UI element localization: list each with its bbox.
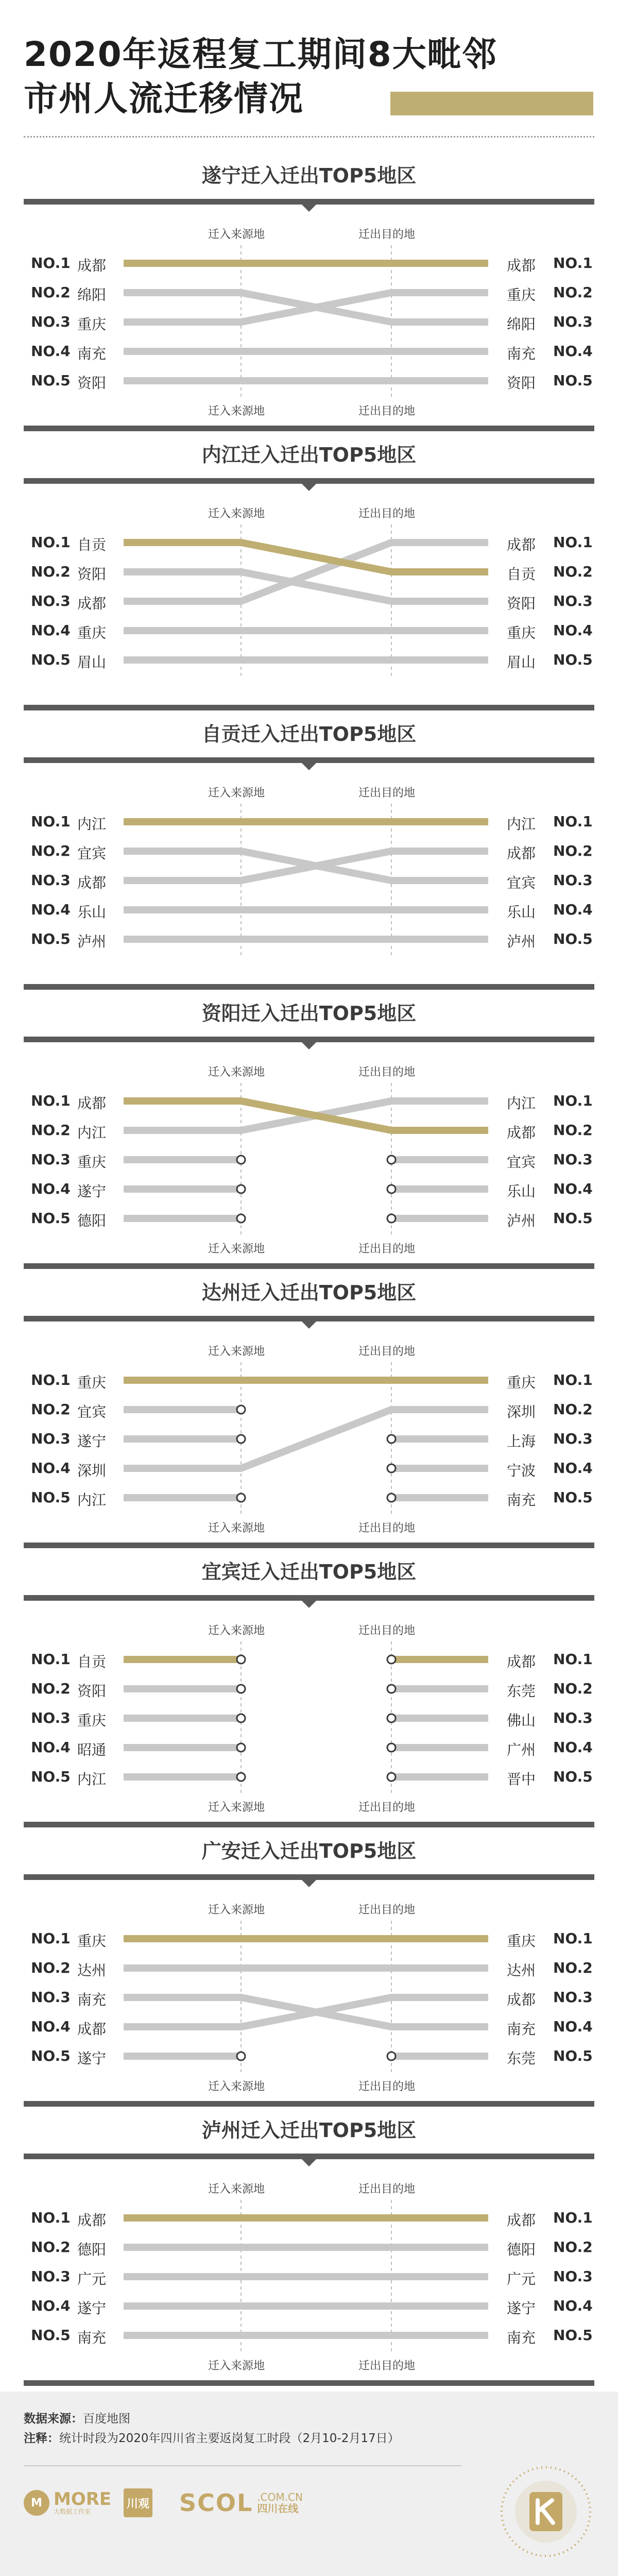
section-title: 内江迁入迁出TOP5地区 xyxy=(201,444,417,466)
in-source-header: 迁入来源地 xyxy=(208,1066,265,1079)
note xyxy=(24,2429,400,2446)
in-rank-label: NO.2 xyxy=(31,842,71,859)
in-rank-label: NO.3 xyxy=(31,1430,71,1447)
in-city-label: 遂宁 xyxy=(77,1183,107,1200)
source-label: 数据来源： xyxy=(24,2412,83,2426)
in-rank-label: NO.1 xyxy=(31,813,71,830)
flow-line xyxy=(124,1101,488,1130)
in-city-label: 重庆 xyxy=(77,1933,107,1950)
out-rank-label: NO.5 xyxy=(553,1768,593,1785)
flow-line xyxy=(124,1997,488,2027)
in-city-label: 成都 xyxy=(77,595,107,612)
section-title: 泸州迁入迁出TOP5地区 xyxy=(201,2119,417,2142)
in-city-label: 资阳 xyxy=(77,375,107,392)
out-destination-header: 迁出目的地 xyxy=(358,507,416,520)
out-rank-label: NO.2 xyxy=(553,1401,593,1418)
out-destination-header: 迁出目的地 xyxy=(358,1345,416,1358)
section-title: 资阳迁入迁出TOP5地区 xyxy=(201,1002,417,1025)
out-rank-label: NO.4 xyxy=(553,1739,593,1756)
out-city-label: 成都 xyxy=(507,536,536,553)
out-city-label: 晋中 xyxy=(507,1771,536,1788)
in-city-label: 南充 xyxy=(77,1991,107,2008)
section-footer-rule xyxy=(24,705,594,710)
in-city-label: 重庆 xyxy=(77,1712,107,1729)
scol-logo-text: SCOL xyxy=(179,2489,253,2517)
in-source-header: 迁入来源地 xyxy=(208,787,265,800)
out-city-label: 南充 xyxy=(507,2329,536,2346)
in-rank-label: NO.3 xyxy=(31,1151,71,1168)
out-rank-label: NO.2 xyxy=(553,1122,593,1139)
migration-section xyxy=(0,1838,618,2106)
out-city-label: 遂宁 xyxy=(507,2300,536,2317)
in-rank-label: NO.3 xyxy=(31,1989,71,2006)
in-rank-label: NO.3 xyxy=(31,2268,71,2285)
in-city-label: 泸州 xyxy=(77,933,107,950)
in-city-label: 自贡 xyxy=(77,536,107,553)
out-rank-label: NO.5 xyxy=(553,1210,593,1227)
out-city-label: 眉山 xyxy=(507,654,536,671)
flow-end-dot xyxy=(237,1494,245,1502)
more-logo xyxy=(24,2488,111,2517)
scol-logo xyxy=(179,2488,303,2517)
flow-end-dot xyxy=(387,1773,396,1781)
in-city-label: 重庆 xyxy=(77,624,107,641)
title-divider xyxy=(24,136,594,138)
out-destination-header: 迁出目的地 xyxy=(358,787,416,800)
out-rank-label: NO.5 xyxy=(553,1489,593,1506)
migration-section xyxy=(0,163,618,431)
in-rank-label: NO.5 xyxy=(31,930,71,947)
out-rank-label: NO.4 xyxy=(553,2297,593,2314)
out-city-label: 达州 xyxy=(507,1962,536,1979)
section-title: 广安迁入迁出TOP5地区 xyxy=(201,1840,417,1862)
out-rank-label: NO.5 xyxy=(553,2047,593,2064)
out-city-label: 成都 xyxy=(507,2212,536,2229)
out-rank-label: NO.1 xyxy=(553,1930,593,1947)
migration-section xyxy=(0,1559,618,1827)
flow-end-dot xyxy=(237,1773,245,1781)
flow-line xyxy=(124,543,488,572)
flow-end-dot xyxy=(387,1435,396,1443)
in-city-label: 昭通 xyxy=(77,1741,107,1758)
in-city-label: 绵阳 xyxy=(77,286,107,303)
out-rank-label: NO.2 xyxy=(553,842,593,859)
flow-end-dot xyxy=(237,1655,245,1664)
out-rank-label: NO.1 xyxy=(553,1092,593,1109)
more-logo-subtitle: 大数据工作室 xyxy=(54,2508,91,2515)
in-city-label: 乐山 xyxy=(77,904,107,921)
out-destination-header: 迁出目的地 xyxy=(358,2183,416,2196)
in-city-label: 成都 xyxy=(77,257,107,274)
in-rank-label: NO.1 xyxy=(31,534,71,551)
decorative-badge-icon xyxy=(494,2460,597,2563)
out-city-label: 德阳 xyxy=(507,2241,536,2258)
flow-line xyxy=(124,851,488,880)
section-title: 达州迁入迁出TOP5地区 xyxy=(201,1281,417,1304)
out-rank-label: NO.3 xyxy=(553,2268,593,2285)
flow-end-dot xyxy=(237,1405,245,1414)
note-label: 注释： xyxy=(24,2432,59,2445)
out-city-label: 佛山 xyxy=(507,1712,536,1729)
in-city-label: 成都 xyxy=(77,2021,107,2038)
out-rank-label: NO.4 xyxy=(553,1180,593,1197)
in-rank-label: NO.2 xyxy=(31,1122,71,1139)
section-footer-rule xyxy=(24,1543,594,1548)
in-city-label: 宜宾 xyxy=(77,1403,107,1420)
in-city-label: 成都 xyxy=(77,2212,107,2229)
flow-end-dot xyxy=(387,1655,396,1664)
out-city-label: 成都 xyxy=(507,1991,536,2008)
in-city-label: 南充 xyxy=(77,2329,107,2346)
in-rank-label: NO.3 xyxy=(31,1709,71,1726)
out-rank-label: NO.5 xyxy=(553,2327,593,2344)
in-source-footer-header: 迁入来源地 xyxy=(208,2080,265,2093)
out-rank-label: NO.1 xyxy=(553,1371,593,1388)
in-rank-label: NO.1 xyxy=(31,255,71,272)
in-rank-label: NO.2 xyxy=(31,563,71,580)
out-city-label: 宜宾 xyxy=(507,874,536,891)
in-rank-label: NO.5 xyxy=(31,2327,71,2344)
in-source-header: 迁入来源地 xyxy=(208,1345,265,1358)
in-source-footer-header: 迁入来源地 xyxy=(208,405,265,418)
section-footer-rule xyxy=(24,1822,594,1827)
in-rank-label: NO.5 xyxy=(31,2047,71,2064)
more-logo-icon: M xyxy=(24,2490,49,2516)
flow-end-dot xyxy=(387,1714,396,1722)
out-destination-footer-header: 迁出目的地 xyxy=(358,2080,416,2093)
in-city-label: 遂宁 xyxy=(77,1433,107,1450)
in-rank-label: NO.3 xyxy=(31,313,71,330)
title-accent-bar xyxy=(390,92,593,115)
out-destination-header: 迁出目的地 xyxy=(358,1066,416,1079)
out-rank-label: NO.5 xyxy=(553,651,593,668)
out-city-label: 广元 xyxy=(507,2270,536,2287)
migration-section xyxy=(0,2117,618,2385)
out-rank-label: NO.3 xyxy=(553,1709,593,1726)
in-rank-label: NO.4 xyxy=(31,2018,71,2035)
out-city-label: 广州 xyxy=(507,1741,536,1758)
in-rank-label: NO.5 xyxy=(31,372,71,389)
out-destination-header: 迁出目的地 xyxy=(358,228,416,241)
scol-logo-domain: .COM.CN xyxy=(257,2491,303,2503)
in-city-label: 重庆 xyxy=(77,1374,107,1391)
section-footer-rule xyxy=(24,1263,594,1269)
in-city-label: 德阳 xyxy=(77,1212,107,1229)
out-city-label: 上海 xyxy=(507,1433,536,1450)
out-city-label: 资阳 xyxy=(507,375,536,392)
out-rank-label: NO.2 xyxy=(553,2239,593,2256)
out-rank-label: NO.5 xyxy=(553,372,593,389)
out-rank-label: NO.5 xyxy=(553,930,593,947)
in-city-label: 内江 xyxy=(77,1124,107,1141)
flow-end-dot xyxy=(237,2052,245,2060)
flow-end-dot xyxy=(387,1494,396,1502)
flow-end-dot xyxy=(387,2052,396,2060)
in-source-header: 迁入来源地 xyxy=(208,1904,265,1917)
out-rank-label: NO.4 xyxy=(553,901,593,918)
in-city-label: 资阳 xyxy=(77,1683,107,1700)
page-title-line2: 市州人流迁移情况 xyxy=(24,79,304,118)
in-city-label: 达州 xyxy=(77,1962,107,1979)
flow-end-dot xyxy=(237,1743,245,1752)
out-rank-label: NO.3 xyxy=(553,872,593,889)
out-rank-label: NO.2 xyxy=(553,1959,593,1976)
section-footer-rule xyxy=(24,2380,594,2386)
more-logo-text: MORE xyxy=(54,2489,112,2510)
in-rank-label: NO.4 xyxy=(31,901,71,918)
in-source-footer-header: 迁入来源地 xyxy=(208,1522,265,1535)
out-city-label: 内江 xyxy=(507,1095,536,1112)
out-city-label: 成都 xyxy=(507,1124,536,1141)
in-rank-label: NO.1 xyxy=(31,2209,71,2226)
flow-end-dot xyxy=(387,1214,396,1223)
in-city-label: 内江 xyxy=(77,1492,107,1509)
in-city-label: 遂宁 xyxy=(77,2300,107,2317)
in-city-label: 内江 xyxy=(77,816,107,833)
in-rank-label: NO.3 xyxy=(31,592,71,609)
out-city-label: 成都 xyxy=(507,1653,536,1670)
in-city-label: 重庆 xyxy=(77,1154,107,1171)
in-rank-label: NO.2 xyxy=(31,1680,71,1697)
out-city-label: 南充 xyxy=(507,345,536,362)
migration-section xyxy=(0,442,618,710)
in-city-label: 自贡 xyxy=(77,1653,107,1670)
out-rank-label: NO.3 xyxy=(553,1430,593,1447)
in-city-label: 德阳 xyxy=(77,2241,107,2258)
in-source-header: 迁入来源地 xyxy=(208,228,265,241)
in-rank-label: NO.4 xyxy=(31,1460,71,1477)
out-city-label: 重庆 xyxy=(507,624,536,641)
in-source-footer-header: 迁入来源地 xyxy=(208,1801,265,1814)
out-rank-label: NO.3 xyxy=(553,1989,593,2006)
flow-end-dot xyxy=(387,1185,396,1193)
out-rank-label: NO.4 xyxy=(553,343,593,360)
in-rank-label: NO.5 xyxy=(31,1210,71,1227)
in-rank-label: NO.3 xyxy=(31,872,71,889)
out-rank-label: NO.3 xyxy=(553,1151,593,1168)
out-city-label: 乐山 xyxy=(507,1183,536,1200)
out-rank-label: NO.4 xyxy=(553,1460,593,1477)
section-footer-rule xyxy=(24,426,594,431)
out-city-label: 自贡 xyxy=(507,566,536,583)
in-city-label: 成都 xyxy=(77,874,107,891)
in-source-header: 迁入来源地 xyxy=(208,2183,265,2196)
section-title: 宜宾迁入迁出TOP5地区 xyxy=(201,1561,417,1583)
out-city-label: 重庆 xyxy=(507,286,536,303)
out-city-label: 南充 xyxy=(507,1492,536,1509)
out-rank-label: NO.3 xyxy=(553,313,593,330)
in-city-label: 遂宁 xyxy=(77,2050,107,2067)
out-rank-label: NO.1 xyxy=(553,255,593,272)
in-rank-label: NO.5 xyxy=(31,1768,71,1785)
out-destination-footer-header: 迁出目的地 xyxy=(358,1522,416,1535)
flow-end-dot xyxy=(237,1185,245,1193)
out-rank-label: NO.2 xyxy=(553,1680,593,1697)
in-rank-label: NO.1 xyxy=(31,1651,71,1668)
flow-end-dot xyxy=(387,1743,396,1752)
chuanguan-logo xyxy=(124,2488,152,2517)
in-rank-label: NO.1 xyxy=(31,1930,71,1947)
out-destination-footer-header: 迁出目的地 xyxy=(358,405,416,418)
out-city-label: 重庆 xyxy=(507,1374,536,1391)
note-value: 统计时段为2020年四川省主要返岗复工时段（2月10-2月17日） xyxy=(59,2432,400,2445)
in-rank-label: NO.1 xyxy=(31,1092,71,1109)
out-rank-label: NO.1 xyxy=(553,1651,593,1668)
in-rank-label: NO.2 xyxy=(31,1401,71,1418)
out-city-label: 乐山 xyxy=(507,904,536,921)
out-city-label: 东莞 xyxy=(507,1683,536,1700)
flow-end-dot xyxy=(237,1685,245,1693)
out-rank-label: NO.1 xyxy=(553,2209,593,2226)
out-city-label: 泸州 xyxy=(507,933,536,950)
flow-end-dot xyxy=(237,1156,245,1164)
in-city-label: 重庆 xyxy=(77,316,107,333)
out-city-label: 内江 xyxy=(507,816,536,833)
flow-end-dot xyxy=(387,1685,396,1693)
data-source xyxy=(24,2409,130,2426)
out-city-label: 宜宾 xyxy=(507,1154,536,1171)
in-city-label: 资阳 xyxy=(77,566,107,583)
in-source-footer-header: 迁入来源地 xyxy=(208,1243,265,1256)
footer-divider xyxy=(24,2465,461,2466)
in-rank-label: NO.4 xyxy=(31,1180,71,1197)
out-destination-footer-header: 迁出目的地 xyxy=(358,1243,416,1256)
out-city-label: 绵阳 xyxy=(507,316,536,333)
in-rank-label: NO.5 xyxy=(31,1489,71,1506)
out-city-label: 泸州 xyxy=(507,1212,536,1229)
in-rank-label: NO.1 xyxy=(31,1371,71,1388)
out-rank-label: NO.1 xyxy=(553,813,593,830)
in-city-label: 深圳 xyxy=(77,1462,107,1479)
out-rank-label: NO.2 xyxy=(553,563,593,580)
flow-line xyxy=(124,293,488,322)
out-rank-label: NO.2 xyxy=(553,284,593,301)
page-title-line1: 2020年返程复工期间8大毗邻 xyxy=(24,35,497,74)
out-city-label: 资阳 xyxy=(507,595,536,612)
in-source-footer-header: 迁入来源地 xyxy=(208,2360,265,2372)
flow-end-dot xyxy=(387,1156,396,1164)
scol-logo-name: 四川在线 xyxy=(257,2502,299,2515)
out-city-label: 成都 xyxy=(507,845,536,862)
in-source-header: 迁入来源地 xyxy=(208,1624,265,1637)
migration-section xyxy=(0,721,618,989)
in-rank-label: NO.2 xyxy=(31,2239,71,2256)
in-city-label: 广元 xyxy=(77,2270,107,2287)
in-city-label: 南充 xyxy=(77,345,107,362)
in-rank-label: NO.4 xyxy=(31,1739,71,1756)
source-value: 百度地图 xyxy=(83,2412,130,2426)
in-rank-label: NO.5 xyxy=(31,651,71,668)
out-rank-label: NO.4 xyxy=(553,622,593,639)
in-rank-label: NO.4 xyxy=(31,343,71,360)
in-rank-label: NO.4 xyxy=(31,622,71,639)
in-city-label: 宜宾 xyxy=(77,845,107,862)
section-title: 遂宁迁入迁出TOP5地区 xyxy=(201,164,417,187)
flow-end-dot xyxy=(387,1464,396,1472)
out-city-label: 成都 xyxy=(507,257,536,274)
migration-section xyxy=(0,1280,618,1548)
out-city-label: 宁波 xyxy=(507,1462,536,1479)
section-footer-rule xyxy=(24,2101,594,2107)
in-city-label: 内江 xyxy=(77,1771,107,1788)
in-source-header: 迁入来源地 xyxy=(208,507,265,520)
in-city-label: 成都 xyxy=(77,1095,107,1112)
out-destination-footer-header: 迁出目的地 xyxy=(358,2360,416,2372)
out-city-label: 深圳 xyxy=(507,1403,536,1420)
section-footer-rule xyxy=(24,984,594,990)
out-city-label: 东莞 xyxy=(507,2050,536,2067)
flow-end-dot xyxy=(237,1435,245,1443)
chuanguan-logo-mark: 川观 xyxy=(124,2488,152,2517)
flow-end-dot xyxy=(237,1214,245,1223)
flow-end-dot xyxy=(237,1714,245,1722)
out-rank-label: NO.4 xyxy=(553,2018,593,2035)
in-rank-label: NO.2 xyxy=(31,1959,71,1976)
section-title: 自贡迁入迁出TOP5地区 xyxy=(201,723,417,745)
in-rank-label: NO.2 xyxy=(31,284,71,301)
out-city-label: 重庆 xyxy=(507,1933,536,1950)
out-rank-label: NO.1 xyxy=(553,534,593,551)
out-rank-label: NO.3 xyxy=(553,592,593,609)
migration-section xyxy=(0,1001,618,1268)
out-destination-footer-header: 迁出目的地 xyxy=(358,1801,416,1814)
in-city-label: 眉山 xyxy=(77,654,107,671)
out-city-label: 南充 xyxy=(507,2021,536,2038)
out-destination-header: 迁出目的地 xyxy=(358,1904,416,1917)
in-rank-label: NO.4 xyxy=(31,2297,71,2314)
out-destination-header: 迁出目的地 xyxy=(358,1624,416,1637)
